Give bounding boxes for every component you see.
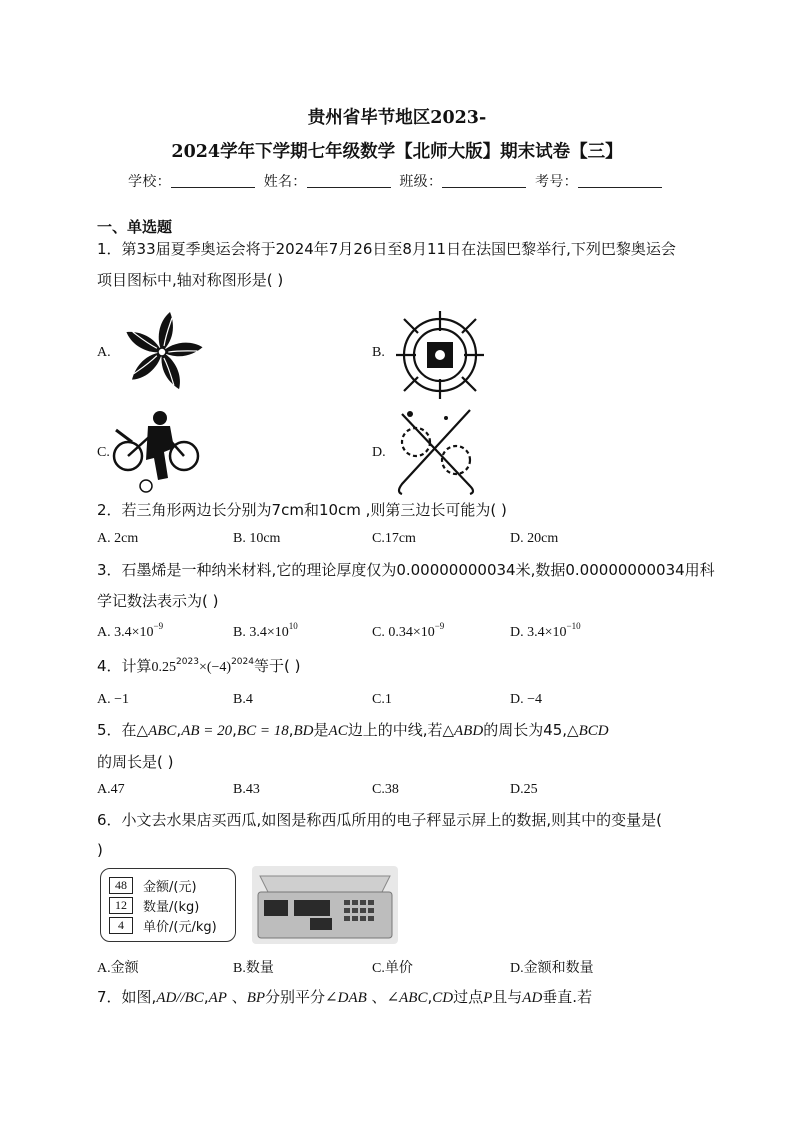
school-blank[interactable]	[171, 173, 255, 188]
title-line-2: 2024学年下学期七年级数学【北师大版】期末试卷【三】	[171, 142, 623, 162]
scale-row-quantity: 12 数量/(kg)	[109, 896, 199, 914]
target-icon	[394, 309, 486, 401]
class-label: 班级：	[399, 174, 443, 190]
q6-line-2: )	[97, 841, 103, 859]
class-blank[interactable]	[442, 173, 526, 188]
q5-option-d: D.25	[510, 782, 538, 797]
q1-option-b-label: B.	[372, 345, 385, 360]
name-blank[interactable]	[307, 173, 391, 188]
q1-line-2: 项目图标中,轴对称图形是( )	[97, 271, 284, 289]
q1-option-c-label: C.	[97, 445, 110, 460]
q3-option-b: B. $3.4\times 10^{10}$	[233, 621, 298, 640]
q3-line-1: 3．石墨烯是一种纳米材料,它的理论厚度仅为0.00000000034米,数据0.00000000034用科	[97, 561, 715, 579]
exam-number-label: 考号：	[535, 174, 578, 190]
q5-line-1: 5．在△ABC,AB = 20,BC = 18,BD是AC边上的中线,若△ABD的周长为45,△BCD	[97, 721, 609, 739]
q2-option-c: C.17cm	[372, 531, 416, 546]
q2-option-d: D. 20cm	[510, 531, 559, 546]
q4-option-a: A. −1	[97, 692, 130, 707]
q4-text: 4．计算$0.25^{2023}\times(-4)^{2024}$等于( )	[97, 657, 301, 675]
q1-option-d-label: D.	[372, 445, 386, 460]
q2-option-a: A. 2cm	[97, 531, 139, 546]
q5-line-2: 的周长是( )	[97, 753, 174, 771]
q1-line-1: 1．第33届夏季奥运会将于2024年7月26日至8月11日在法国巴黎举行,下列巴黎奥运会	[97, 240, 676, 258]
q5-option-c: C.38	[372, 782, 399, 797]
student-info-row	[0, 171, 794, 191]
q3-option-a: A. $3.4\times 10^{-9}$	[97, 621, 164, 640]
hockey-icon	[388, 404, 484, 498]
q4-option-d: D. −4	[510, 692, 543, 707]
title-line-1: 贵州省毕节地区2023-	[307, 108, 487, 128]
q2-option-b: B. 10cm	[233, 531, 281, 546]
q5-option-a: A.47	[97, 782, 125, 797]
pinwheel-icon	[115, 307, 210, 397]
q6-option-d: D.金额和数量	[510, 961, 594, 976]
q5-option-b: B.43	[233, 782, 260, 797]
electronic-scale-image	[252, 866, 398, 944]
scale-display-box	[100, 868, 236, 942]
scale-row-unit-price: 4 单价/(元/kg)	[109, 916, 217, 934]
q6-option-c: C.单价	[372, 961, 413, 976]
q1-option-a-label: A.	[97, 345, 111, 360]
section-heading: 一、单选题	[97, 218, 173, 236]
q4-option-c: C.1	[372, 692, 392, 707]
school-label: 学校：	[128, 174, 171, 190]
cyclist-icon	[108, 408, 203, 498]
q3-option-d: D. $3.4\times 10^{-10}$	[510, 621, 581, 640]
q4-option-b: B.4	[233, 692, 253, 707]
name-label: 姓名：	[263, 174, 307, 190]
q3-line-2: 学记数法表示为( )	[97, 592, 219, 610]
scale-row-amount: 48 金额/(元)	[109, 876, 197, 894]
q2-text: 2．若三角形两边长分别为7cm和10cm ,则第三边长可能为( )	[97, 501, 507, 519]
q6-option-b: B.数量	[233, 961, 274, 976]
q6-option-a: A.金额	[97, 961, 139, 976]
q3-option-c: C. $0.34\times 10^{-9}$	[372, 621, 445, 640]
q7-line-1: 7．如图,AD//BC,AP 、BP分别平分∠DAB 、∠ABC,CD过点P且与AD垂直.若	[97, 988, 593, 1006]
exam-number-blank[interactable]	[578, 173, 662, 188]
q6-line-1: 6．小文去水果店买西瓜,如图是称西瓜所用的电子秤显示屏上的数据,则其中的变量是(	[97, 811, 662, 829]
